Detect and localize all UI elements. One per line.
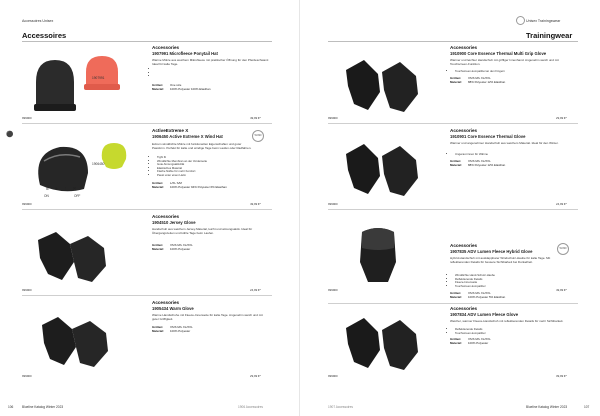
running-header: Accessoires Unisex [22,19,54,23]
product-description: Warmer und leichter Handschuh mit griffiger Innenhand. Angenehm weich und mit Touchscreen-Funktion. [450,58,559,66]
product-image-wind-hat [22,133,132,203]
footer-title: Blueline Katalog Winter 2023 [526,405,568,409]
spec-label: Größen: [152,83,164,87]
spec-label: Größen: [450,337,462,341]
price: 49,99 €* [250,202,261,206]
icon-label: ON [44,194,49,198]
price: 39,99 €* [556,374,567,378]
section-divider [22,41,272,42]
running-header: Unisex Trainingswear [526,19,561,23]
spec-label: Größen: [450,159,462,163]
product-description: Warme Handschuhe mit Fleece-Innenseite für kalte Tage. Angenehm weich und mit guter Griffigkeit. [152,313,263,321]
feature-item: • Tight fit [157,156,267,160]
spec-value: L/XL S/M [170,181,182,185]
section-title: Trainingwear [526,31,573,40]
wind-badge: WIND [252,130,264,142]
block-divider [328,123,578,124]
spec-value: 100% Polyester [170,246,191,251]
feature-list [450,274,575,288]
spec-value: 100% Polyester [170,328,191,333]
block-divider [22,123,272,124]
article-code: 999900 [22,374,32,378]
article-code: 999900 [22,116,32,120]
article-code: 999900 [328,374,338,378]
page-number: 107 [584,405,590,409]
price: 24,99 €* [556,202,567,206]
drop-icon: ● [54,186,58,192]
spec-label: Größen: [152,181,164,185]
feature-item: • Touchscreen-kompatibel [455,285,575,289]
right-page [300,0,600,416]
spec-label: Größen: [450,76,462,80]
product-name: 1907834 ADV Lumen Fleece Glove [450,312,519,317]
spec-label: Material: [450,79,462,84]
color-code: 1907991 [92,76,105,80]
article-code: 999900 [22,202,32,206]
spec-value: 100% Polyester 5% Elasthan [468,294,506,299]
article-code: 999900 [328,288,338,292]
product-image-multi-grip-glove [338,52,433,117]
feature-item: • Winddichte Hand-Schutz-Haube [455,274,575,278]
wind-icon: ≡ [46,186,49,192]
product-name: 1904510 Jersey Glove [152,220,196,225]
spec-value: XS/S M/L XL/XXL [468,76,491,80]
block-divider [22,209,272,210]
footer-left: 1907 Accessoires [328,405,353,409]
block-divider [22,295,272,296]
product-description: Hybrid-Handschuh mit ausklappbarer Windschutz-Haube für kalte Tage. Mit reflektierenden Details für bessere Sichtbarkeit bei Dunkelheit. [450,256,551,264]
price: 29,99 €* [250,374,261,378]
footer-right: 1906 Accessoires [238,405,263,409]
spec-label: Material: [152,328,164,333]
article-code: 999900 [328,116,338,120]
product-name: 1910901 Core Essence Thermal Glove [450,134,526,139]
cross-icon: ✕ [72,186,77,192]
spec-value: 88% Polyester 12% Elasthan [468,79,506,84]
product-name: 1906450 Active Extreme X Wind Hat [152,134,223,139]
spec-label: Material: [152,246,164,251]
price: 49,99 €* [556,288,567,292]
feature-list [450,70,575,74]
spec-label: Größen: [152,243,164,247]
trophy-icon: ⚫ [6,132,14,138]
spec-value: 88% Polyester 12% Elasthan [468,162,506,167]
feature-item [157,75,267,79]
product-description: Warmer und angenehmer Handschuh aus weichem Material. Ideal für den Winter. [450,141,559,145]
feature-list [152,68,267,79]
feature-item: • Flache Nähte für mehr Komfort [157,170,267,174]
price: 29,99 €* [556,116,567,120]
block-category: Accessories [450,128,478,133]
spec-list [450,77,575,84]
block-category: ActiveExtreme X [152,128,189,133]
product-name: 1905434 Warm Glove [152,306,194,311]
section-title: Accessoires [22,31,67,40]
product-image-hybrid-glove [348,222,418,287]
spec-value: 100% Polyester 94% Polyester 6% Elasthan [170,184,227,189]
block-category: Accessories [152,45,180,50]
feature-item: • Touchscreen-kompatibel an den Fingern [455,70,575,74]
spec-label: Material: [152,86,164,91]
article-code: 999900 [22,288,32,292]
spec-list [450,160,575,167]
product-image-beanie [22,50,132,115]
feature-item: • Ungeraut innen für Wärme [455,153,575,157]
block-category: Accessories [152,214,180,219]
product-name: 1910900 Core Essence Thermal Multi Grip Glove [450,51,547,56]
spec-label: Material: [152,184,164,189]
block-category: Accessories [450,243,478,248]
spec-value: One size [170,83,182,87]
spec-value: XS/S M/L XL/XXL [170,325,193,329]
spec-label: Material: [450,162,462,167]
product-description: Handschuh aus weichem Jersey-Material, leicht und atmungsaktiv. Ideal für Übergangszeiten und kühle Tage beim Laufen. [152,227,253,235]
product-description: Extrem winddichte Mütze mit funktionellen Eigenschaften und guter Passform. Perfekt für kalte und windige Tage beim Laufen oder Radfahren. [152,142,252,150]
product-description: Weicher, warmer Fleece-Handschuh mit reflektierenden Details für mehr Sichtbarkeit. [450,319,564,323]
spec-list [450,292,575,299]
feature-list [152,156,267,178]
spec-value: XS/S M/L XL/XXL [170,243,193,247]
page-number: 106 [8,405,14,409]
footer-title: Blueline Katalog Winter 2023 [22,405,64,409]
wind-badge: WIND [557,243,569,255]
block-category: Accessories [450,45,478,50]
spec-label: Material: [450,340,462,345]
product-image-thermal-glove [338,136,433,201]
product-image-warm-glove [32,309,122,371]
block-category: Accessories [450,306,478,311]
block-divider [328,303,578,304]
spec-value: XS/S M/L XL/XXL [468,337,491,341]
feature-item: • Winddichte Membran an der Vorderseite [157,160,267,164]
feature-item: • Elastisches Material [157,167,267,171]
product-image-jersey-glove [30,222,120,287]
feature-item: • Reflektierende Details [455,328,575,332]
spec-label: Material: [450,294,462,299]
feature-item: • Touchscreen-kompatibel [455,332,575,336]
color-code: 1906450 [92,162,105,166]
spec-value: 100% Polyester 100% Elasthan [170,86,211,91]
spec-label: Größen: [152,325,164,329]
feature-list [450,153,575,157]
product-name: 1907991 Microfleece Ponytail Hat [152,51,218,56]
product-image-fleece-glove [338,312,433,374]
article-code: 999900 [328,202,338,206]
feature-item: • Reflektierende Details [455,278,575,282]
block-category: Accessories [152,300,180,305]
spec-list [152,84,272,91]
spec-value: XS/S M/L XL/XXL [468,159,491,163]
price: 49,99 €* [250,116,261,120]
product-description: Warme Mütze aus weichem Mikrofleece mit praktischer Öffnung für den Pferdeschwanz. Ideal für kalte Tage. [152,58,270,66]
spec-value: XS/S M/L XL/XXL [468,291,491,295]
feature-item: • Passt unter einen Helm [157,174,267,178]
price: 24,99 €* [250,288,261,292]
feature-item: • Gute Atmungsaktivität [157,163,267,167]
spec-label: Größen: [450,291,462,295]
feature-list [450,328,575,335]
spec-list [152,244,272,251]
feature-item: • Fleece-Innenseite [455,281,575,285]
spec-value: 100% Polyester [468,340,489,345]
feature-icons [46,186,77,192]
block-divider [328,209,578,210]
breath-icon: ↑ [63,186,67,192]
spec-list [152,326,272,333]
spec-list [152,182,272,189]
product-name: 1907835 ADV Lumen Fleece Hybrid Glove [450,249,533,254]
section-divider [328,41,578,42]
brand-icon [516,16,525,25]
spec-list [450,338,575,345]
icon-label: OFF [74,194,81,198]
